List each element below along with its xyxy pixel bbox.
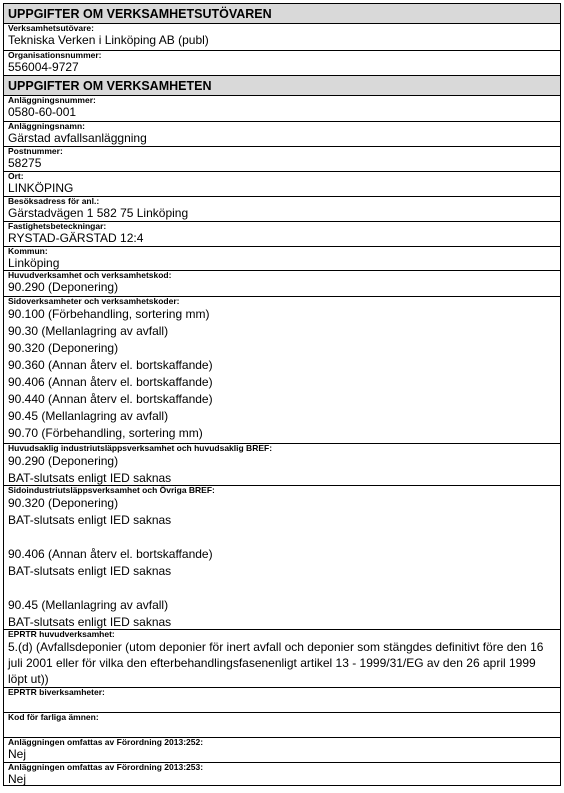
ordinance-253-label: Anläggningen omfattas av Förordning 2013:253: [8,762,204,772]
side-industrial-line: BAT-slutsats enligt IED saknas [8,564,172,578]
visit-address-value: Gärstadvägen 1 582 75 Linköping [8,206,189,220]
ordinance-253-value: Nej [8,772,27,786]
operator-name-field [3,23,561,50]
hazard-code-label: Kod för farliga ämnen: [8,712,99,722]
side-activity-item: 90.70 (Förbehandling, sortering mm) [8,426,203,440]
facility-name-label: Anläggningsnamn: [8,121,85,131]
side-activity-item: 90.360 (Annan återv el. bortskaffande) [8,358,213,372]
property-value: RYSTAD-GÄRSTAD 12:4 [8,231,144,245]
ordinance-252-field [3,737,561,762]
facility-number-label: Anläggningsnummer: [8,95,96,105]
side-industrial-line [8,580,556,597]
property-field [3,221,561,246]
operator-section-heading: UPPGIFTER OM VERKSAMHETSUTÖVAREN [3,3,561,23]
org-number-field [3,50,561,75]
eprtr-side-label: EPRTR biverksamheter: [8,687,105,697]
eprtr-side-field [3,687,561,712]
side-activity-item: 90.440 (Annan återv el. bortskaffande) [8,392,213,406]
main-industrial-label: Huvudsaklig industriutsläppsverksamhet och huvudsaklig BREF: [8,443,273,453]
side-industrial-line: BAT-slutsats enligt IED saknas [8,513,172,527]
main-industrial-field [3,443,561,485]
eprtr-main-value: 5.(d) (Avfallsdeponier (utom deponier för inert avfall och deponier som stängdes definitivt före den 16 juli 2001 eller för vilka den efterbehandlingsfasenenligt artikel 13 - 1999/31/EG av den 26 april 1999 löpt ut)) [8,640,544,686]
org-number-label: Organisationsnummer: [8,50,102,60]
operator-name-value: Tekniska Verken i Linköping AB (publ) [8,33,209,47]
side-activity-item: 90.320 (Deponering) [8,341,119,355]
side-activity-item: 90.406 (Annan återv el. bortskaffande) [8,375,213,389]
document [3,3,561,786]
visit-address-field [3,196,561,221]
facility-name-value: Gärstad avfallsanläggning [8,131,147,145]
side-industrial-line [8,529,556,546]
main-activity-field [3,270,561,296]
eprtr-main-label: EPRTR huvudverksamhet: [8,629,115,639]
ordinance-252-label: Anläggningen omfattas av Förordning 2013:252: [8,737,204,747]
main-industrial-line: 90.290 (Deponering) [8,454,119,468]
ordinance-253-field [3,762,561,786]
operator-name-label: Verksamhetsutövare: [8,23,94,33]
side-industrial-line: 90.320 (Deponering) [8,496,119,510]
side-industrial-label: Sidoindustriutsläppsverksamhet och Övriga BREF: [8,485,215,495]
side-activity-item: 90.100 (Förbehandling, sortering mm) [8,307,210,321]
postal-code-label: Postnummer: [8,146,63,156]
municipality-field [3,246,561,270]
facility-name-field [3,121,561,146]
visit-address-label: Besöksadress för anl.: [8,196,100,206]
main-activity-value: 90.290 (Deponering) [8,280,119,294]
city-field [3,171,561,196]
side-activity-item: 90.30 (Mellanlagring av avfall) [8,324,169,338]
ordinance-252-value: Nej [8,747,27,761]
side-industrial-line: 90.406 (Annan återv el. bortskaffande) [8,547,213,561]
side-activity-item: 90.45 (Mellanlagring av avfall) [8,409,169,423]
side-industrial-line: 90.45 (Mellanlagring av avfall) [8,598,169,612]
main-activity-label: Huvudverksamhet och verksamhetskod: [8,270,172,280]
facility-section-heading: UPPGIFTER OM VERKSAMHETEN [3,75,561,95]
municipality-value: Linköping [8,256,60,270]
side-industrial-field [3,485,561,629]
property-label: Fastighetsbeteckningar: [8,221,107,231]
city-value: LINKÖPING [8,181,74,195]
org-number-value: 556004-9727 [8,60,79,74]
hazard-code-field [3,712,561,737]
municipality-label: Kommun: [8,246,48,256]
facility-number-field [3,95,561,121]
side-activities-label: Sidoverksamheter och verksamhetskoder: [8,296,180,306]
main-industrial-line: BAT-slutsats enligt IED saknas [8,471,172,485]
postal-code-value: 58275 [8,156,42,170]
city-label: Ort: [8,171,24,181]
side-activities-field [3,296,561,443]
eprtr-main-field [3,629,561,687]
facility-number-value: 0580-60-001 [8,105,77,119]
side-industrial-line: BAT-slutsats enligt IED saknas [8,615,172,629]
postal-code-field [3,146,561,171]
